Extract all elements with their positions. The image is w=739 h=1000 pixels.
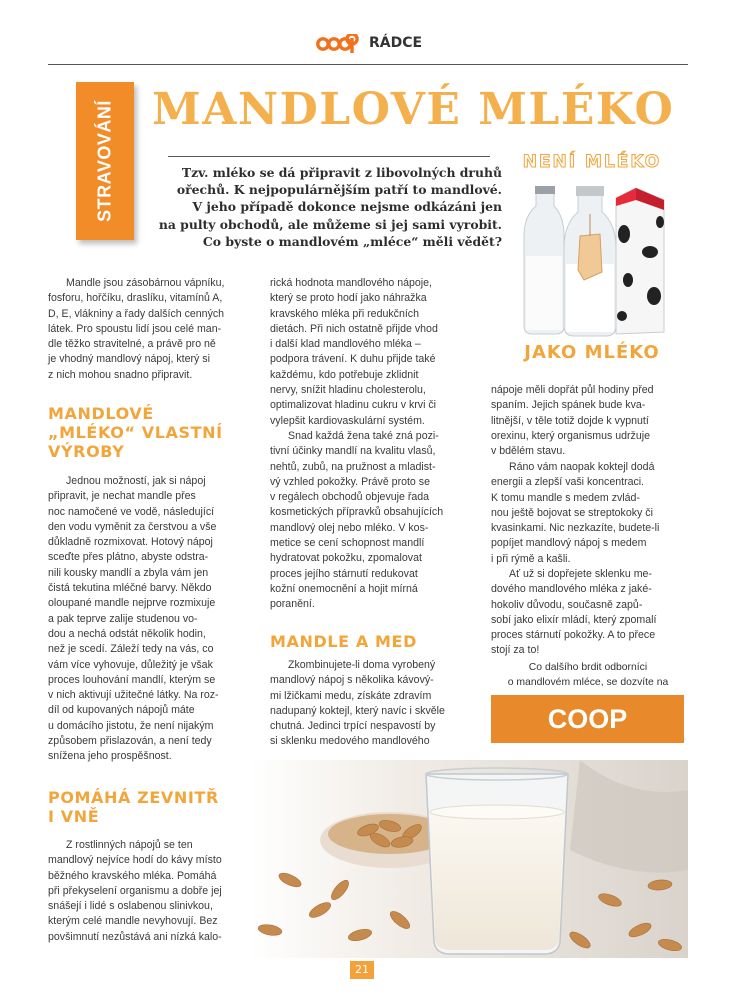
text-line: nehtů, zubů, na pružnost a mladist- (270, 460, 436, 473)
text-line: kosmetických přípravků obsahujících (270, 506, 444, 519)
text-line: důkladně rozmixovat. Hotový nápoj (48, 536, 213, 549)
text-line: Mandle jsou zásobárnou vápníku, (66, 277, 225, 289)
text-line: látek. Pro spoustu lidí jsou celé man- (48, 322, 222, 335)
text-line: proces stárnutí pokožky. A to přece (491, 629, 656, 642)
text-line: dou a nechá odstát několik hodin, (48, 627, 206, 640)
text-line: sceďte přes plátno, abyste odstra- (48, 551, 209, 564)
col3-paragraph-3 (491, 567, 685, 659)
heading-homemade (48, 404, 248, 461)
almond-milk-photo (250, 760, 688, 958)
text-line: litnější, v těle totiž dojde k vypnutí (491, 414, 649, 427)
text-line: fosforu, hořčíku, draslíku, vitamínů A, (48, 292, 223, 305)
text-line: oloupané mandle nejprve rozmixuje (48, 597, 216, 610)
article-intro (122, 164, 502, 250)
page-number: 21 (350, 961, 374, 979)
text-line: povšimnutí nezůstává ani nízká kalo- (48, 930, 222, 943)
text-line: v regálech obchodů objevuje řada (270, 491, 430, 504)
text-line: orexinu, který organismus udržuje (491, 429, 650, 442)
text-line: v nich aktivují užitečné látky. Na roz- (48, 689, 219, 702)
text-line: díl od kupovaných nápojů máte (48, 704, 195, 717)
text-line: poranění. (270, 598, 315, 611)
text-line: podpora trávení. K duhu přijde také (270, 353, 436, 366)
text-line: nili kousky mandlí a zbyla vám jen (48, 566, 209, 579)
text-line: dového mandlového mléka z jaké- (491, 583, 652, 596)
text-line: hokoliv důvodu, současně zapů- (491, 598, 643, 611)
promo-text (491, 662, 685, 688)
col2-paragraph-2 (270, 429, 475, 613)
text-line: noc namočené ve vodě, následující (48, 505, 215, 518)
col1-paragraph-inside-outside (48, 838, 246, 945)
text-line: běžného kravského mléka. Pomáhá (48, 869, 217, 882)
text-line: optimalizovat hladinu cukru v krvi či (270, 399, 437, 412)
text-line: i další klad mandlového mléka – (270, 338, 421, 351)
text-line: nápoje měli dopřát půl hodiny před (491, 384, 654, 396)
text-line: snížena jeho prospěšnost. (48, 750, 172, 763)
text-line: každému, kdo potřebuje zklidnit (270, 368, 419, 381)
text-line: metice se cení schopnost mandlí (270, 537, 425, 550)
header-rule (48, 64, 688, 65)
text-line: připravit, je nechat mandle přes (48, 490, 196, 503)
text-line: kožní onemocnění a hojit mírná (270, 582, 418, 595)
text-line: Ráno vám naopak koktejl dodá (509, 461, 655, 473)
promo-line: o mandlovém mléce, se dozvíte na (507, 677, 669, 688)
text-line: energii a zlepší vaši koncentraci. (491, 476, 645, 489)
text-line: mandlový nápoj s několika kávový- (270, 674, 434, 687)
text-line: K tomu mandle s medem zvlád- (491, 491, 640, 504)
text-line: při překyselení organismu a dobře jej (48, 884, 222, 897)
coop-logo (316, 34, 364, 54)
text-line: sobí jako elixír mládí, který zpomalí (491, 613, 657, 626)
text-line: u domácího jistotu, že není nijakým (48, 719, 214, 732)
heading-line: I VNĚ (48, 807, 100, 826)
text-line: hydratovat pokožku, zpomalovat (270, 552, 422, 565)
title-rule (168, 156, 490, 157)
col1-paragraph-homemade (48, 474, 246, 765)
intro-line: V jeho případě dokonce nejsme odkázáni jen (192, 199, 502, 215)
text-line: vý vzhled pokožky. Právě proto se (270, 475, 430, 488)
section-tag-label: STRAVOVÁNÍ (94, 100, 115, 222)
col1-intro-paragraph (48, 276, 246, 383)
text-line: den vodu vyměnit za čerstvou a vše (48, 520, 217, 533)
text-line: stojí za to! (491, 644, 540, 657)
text-line: Jednou možností, jak si nápoj (66, 475, 206, 487)
image-caption-bottom: JAKO MLÉKO (524, 342, 660, 363)
text-line: mi lžičkami medu, získáte zdravím (270, 689, 432, 702)
text-line: tivní účinky mandlí na kvalitu vlasů, (270, 445, 436, 458)
heading-line: „MLÉKO“ VLASTNÍ (48, 423, 223, 442)
text-line: který se proto hodí jako náhražka (270, 292, 427, 305)
text-line: dle těžko stravitelné, a právě pro ně (48, 338, 216, 351)
intro-line: Co byste o mandlovém „mléce“ měli vědět? (202, 233, 502, 249)
text-line: kravského mléka při redukčních (270, 307, 419, 320)
section-rubric: RÁDCE (369, 35, 423, 51)
text-line: způsobem přislazován, a není tedy (48, 735, 212, 748)
text-line: kterým celé mandle nevyhovují. Bez (48, 915, 218, 928)
intro-line: ořechů. K nejpopulárnějším patří to mandlové. (176, 182, 502, 198)
text-line: mandlový olej nebo mléko. V kos- (270, 521, 429, 534)
text-line: než je scedí. Záleží tedy na vás, co (48, 643, 214, 656)
col3-paragraph-1 (491, 383, 685, 459)
heading-almonds-honey: MANDLE A MED (270, 632, 417, 651)
col2-paragraph-3 (270, 658, 475, 750)
intro-line: na pulty obchodů, ale můžeme si jej sami vyrobit. (158, 216, 502, 232)
text-line: vám více vyhovuje, důležitý je však (48, 658, 213, 671)
col3-paragraph-2 (491, 460, 685, 567)
image-caption-top: NENÍ MLÉKO (522, 152, 662, 172)
intro-line: Tzv. mléko se dá připravit z libovolných druhů (181, 165, 502, 180)
text-line: nou ještě bojovat se streptokoky či (491, 506, 653, 519)
milk-bottles-image (504, 176, 684, 342)
promo-line: Co dalšího brdit odborníci (528, 662, 648, 673)
text-line: dietách. Při nich ostatně přijde vhod (270, 322, 438, 335)
text-line: nadupaný koktejl, který navíc i skvěle (270, 704, 445, 717)
text-line: spaním. Jejich spánek bude kva- (491, 399, 646, 412)
text-line: Z rostlinných nápojů se ten (66, 839, 193, 851)
text-line: snášejí i lidé s oslabenou slinivkou, (48, 900, 213, 913)
heading-line: VÝROBY (48, 442, 125, 461)
article-title: MANDLOVÉ MLÉKO (152, 84, 675, 135)
text-line: čistá tekutina mléčné barvy. Někdo (48, 582, 212, 595)
col2-paragraph-1 (270, 276, 475, 429)
text-line: nervy, snížit hladinu cholesterolu, (270, 384, 426, 397)
text-line: v bdělém stavu. (491, 445, 566, 458)
text-line: proces jejího stárnutí redukovat (270, 567, 418, 580)
text-line: D, E, vlákniny a řady dalších cenných (48, 307, 225, 320)
text-line: Zkombinujete-li doma vyrobený (288, 659, 436, 671)
text-line: vylepšit kardiovaskulární systém. (270, 414, 425, 427)
text-line: rická hodnota mandlového nápoje, (270, 277, 432, 289)
text-line: si sklenku medového mandlového (270, 735, 430, 748)
text-line: mandlový nejvíce hodí do kávy místo (48, 854, 222, 867)
text-line: i při rýmě a kašli. (491, 552, 571, 565)
text-line: proces louhování mandlí, kterým se (48, 673, 216, 686)
heading-line: POMÁHÁ ZEVNITŘ (48, 788, 219, 807)
text-line: a pak teprve zalije studenou vo- (48, 612, 198, 625)
text-line: z nich mohou snadno připravit. (48, 368, 193, 381)
text-line: chutná. Jedinci trpící nespavostí by (270, 720, 436, 733)
heading-line: MANDLOVÉ (48, 404, 154, 423)
text-line: popíjet mandlový nápoj s medem (491, 537, 647, 550)
text-line: Ať už si dopřejete sklenku me- (509, 568, 652, 580)
coop-club-link[interactable]: COOP (491, 695, 684, 743)
text-line: kvasinkami. Nic nezkazíte, budete-li (491, 522, 660, 535)
heading-inside-outside (48, 788, 248, 826)
text-line: Snad každá žena také zná pozi- (288, 430, 439, 442)
text-line: je vhodný mandlový nápoj, který si (48, 353, 210, 366)
